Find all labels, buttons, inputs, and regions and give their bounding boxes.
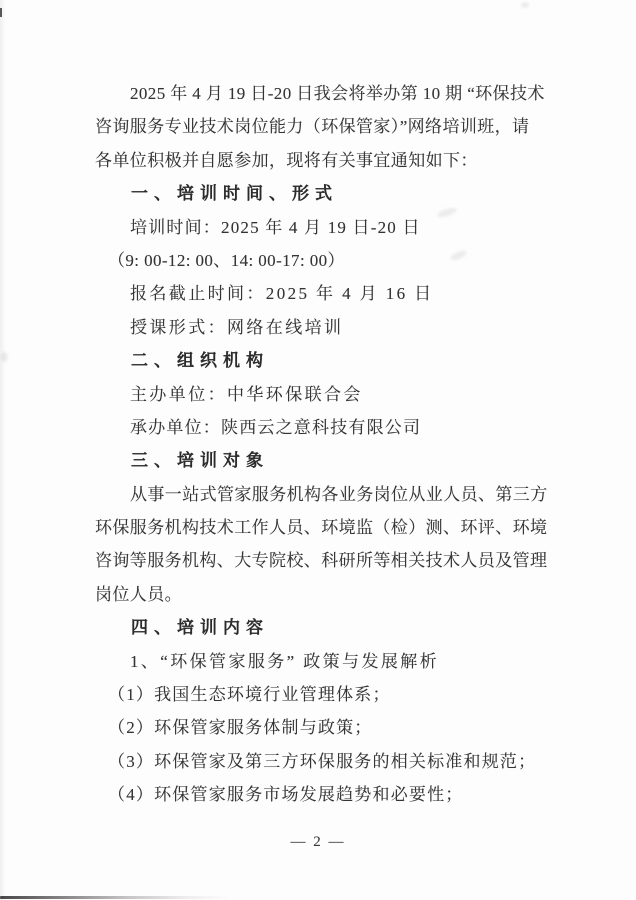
scan-artifact xyxy=(521,2,529,8)
content-item-1: （1）我国生态环境行业管理体系； xyxy=(108,685,391,705)
section-1-heading: 一、培训时间、形式 xyxy=(131,184,338,204)
host-organization-line: 主办单位：中华环保联合会 xyxy=(130,384,363,404)
content-item-3: （3）环保管家及第三方环保服务的相关标准和规范； xyxy=(108,751,537,771)
section-2-heading: 二、组织机构 xyxy=(131,351,269,371)
audience-line-2: 环保服务机构技术工作人员、环境监（检）测、环评、环境 xyxy=(95,518,548,538)
page-number: — 2 — xyxy=(290,834,346,850)
content-topic-1-title: 1、“环保管家服务” 政策与发展解析 xyxy=(130,651,440,671)
scan-edge-line xyxy=(0,896,230,899)
section-3-heading: 三、培训对象 xyxy=(131,451,269,471)
section-4-heading: 四、培训内容 xyxy=(131,618,269,638)
scan-edge-shade xyxy=(0,0,6,900)
content-item-2: （2）环保管家服务体制与政策； xyxy=(108,718,373,738)
organizer-line: 承办单位：陕西云之意科技有限公司 xyxy=(130,417,422,437)
training-hours-line: （9: 00-12: 00、14: 00-17: 00） xyxy=(108,250,345,270)
paragraph-intro-line-2: 咨询服务专业技术岗位能力（环保管家）”网络培训班，请 xyxy=(95,117,530,137)
audience-line-1: 从事一站式管家服务机构各业务岗位从业人员、第三方 xyxy=(130,484,548,504)
document-body xyxy=(95,77,550,812)
scan-artifact xyxy=(1,352,8,362)
scan-artifact xyxy=(0,8,2,17)
teaching-format-line: 授课形式：网络在线培训 xyxy=(130,317,344,337)
audience-line-4: 岗位人员。 xyxy=(95,584,182,604)
paragraph-intro-line-1: 2025 年 4 月 19 日-20 日我会将举办第 10 期 “环保技术 xyxy=(130,84,545,103)
training-time-line: 培训时间：2025 年 4 月 19 日-20 日 xyxy=(130,217,421,237)
content-item-4: （4）环保管家服务市场发展趋势和必要性； xyxy=(108,785,464,805)
registration-deadline-line: 报名截止时间：2025 年 4 月 16 日 xyxy=(130,284,434,304)
paragraph-intro-line-3: 各单位积极并自愿参加，现将有关事宜通知如下： xyxy=(95,150,478,170)
audience-line-3: 咨询等服务机构、大专院校、科研所等相关技术人员及管理 xyxy=(95,551,548,571)
